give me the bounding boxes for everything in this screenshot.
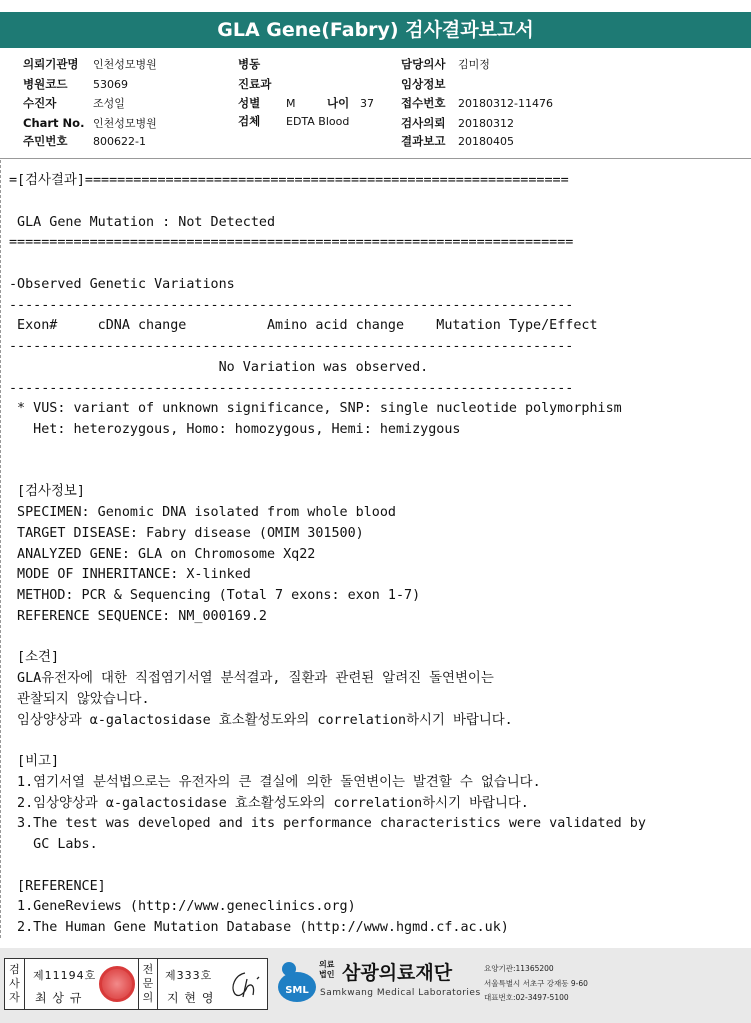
report-line: 3.The test was developed and its performance characteristics were validated by	[9, 816, 646, 832]
header-row-specimen	[238, 114, 349, 129]
logo-badge-text: SML	[285, 985, 309, 996]
org-prefix-line1: 의료	[319, 960, 335, 969]
report-line: GC Labs.	[9, 837, 98, 852]
report-line: ======================================================================	[9, 235, 574, 251]
vertical-label-char: 자	[9, 991, 20, 1004]
header-value: 김미정	[458, 58, 490, 71]
report-line: * VUS: variant of unknown significance, SNP: single nucleotide polymorphism	[9, 401, 622, 417]
header-label: Chart No.	[23, 116, 85, 130]
report-line	[9, 462, 744, 483]
header-label: 결과보고	[401, 134, 446, 148]
report-line	[9, 731, 744, 752]
header-value: 37	[360, 97, 374, 110]
org-name-en: Samkwang Medical Laboratories	[320, 988, 481, 998]
header-value: 20180312	[458, 117, 514, 130]
report-line: [REFERENCE]	[9, 878, 106, 894]
header-label: 나이	[327, 96, 350, 110]
report-line: 2.임상양상과 α-galactosidase 효소활성도와의 correlation하시기 바랍니다.	[9, 795, 529, 811]
header-value: 20180312-11476	[458, 97, 553, 110]
report-line: 1.GeneReviews (http://www.geneclinics.org)	[9, 899, 356, 915]
header-row-department	[238, 77, 286, 91]
report-line: ANALYZED GENE: GLA on Chromosome Xq22	[9, 546, 316, 562]
header-row-report-date	[401, 134, 514, 149]
header-divider	[0, 158, 751, 159]
header-label: 성별	[238, 96, 261, 110]
official-seal	[99, 966, 135, 1002]
report-header	[0, 52, 751, 152]
header-row-sex	[238, 96, 296, 111]
contact-line: 대표번호:02-3497-5100	[484, 993, 569, 1002]
contact-line: 요양기관:11365200	[484, 964, 554, 973]
report-line: ----------------------------------------------------------------------	[9, 297, 574, 313]
specialist-name: 지 현 영	[167, 991, 215, 1005]
header-label: 병동	[238, 57, 261, 71]
report-line: 임상양상과 α-galactosidase 효소활성도와의 correlation하시기 바랍니다.	[9, 712, 513, 728]
header-row-request-date	[401, 116, 514, 131]
handwritten-signature	[227, 969, 263, 999]
header-label: 임상정보	[401, 77, 446, 91]
report-line: 2.The Human Gene Mutation Database (http://www.hgmd.cf.ac.uk)	[9, 920, 509, 935]
report-body	[9, 171, 744, 939]
header-label: 검사의뢰	[401, 116, 446, 130]
body-left-border	[0, 160, 1, 938]
report-title: GLA Gene(Fabry) 검사결과보고서	[0, 12, 751, 48]
header-row-chart-no	[23, 116, 157, 131]
header-row-receipt-no	[401, 96, 553, 111]
report-line	[9, 254, 744, 275]
report-line: Het: heterozygous, Homo: homozygous, Hemi: hemizygous	[9, 422, 461, 437]
header-value: 인천성모병원	[93, 117, 157, 130]
report-line: [비고]	[9, 754, 60, 769]
org-prefix-line2: 법인	[319, 970, 335, 979]
vertical-label-char: 사	[9, 977, 20, 990]
header-value: 53069	[93, 78, 128, 91]
report-line: GLA Gene Mutation : Not Detected	[9, 214, 276, 230]
header-label: 병원코드	[23, 77, 68, 91]
specialist-license-no: 제333호	[165, 969, 213, 982]
header-label: 검체	[238, 114, 261, 128]
org-name: 삼광의료재단	[342, 962, 453, 984]
header-row-age	[327, 96, 374, 111]
report-line: ----------------------------------------------------------------------	[9, 339, 574, 354]
inspector-license-no: 제11194호	[33, 969, 97, 982]
org-prefix	[319, 960, 334, 980]
report-line: GLA유전자에 대한 직접염기서열 분석결과, 질환과 관련된 알려진 돌연변이는	[9, 671, 494, 686]
report-line: ----------------------------------------------------------------------	[9, 380, 574, 396]
report-line	[9, 628, 744, 649]
report-line: SPECIMEN: Genomic DNA isolated from whole blood	[9, 505, 396, 520]
header-value: EDTA Blood	[286, 115, 350, 128]
report-line: [소견]	[9, 650, 60, 666]
header-value: 인천성모병원	[93, 58, 157, 71]
header-label: 주민번호	[23, 134, 68, 148]
header-row-physician	[401, 57, 490, 72]
header-label: 담당의사	[401, 57, 446, 71]
report-line	[9, 192, 744, 213]
header-row-institution	[23, 57, 157, 72]
specialist-label	[138, 959, 158, 1009]
report-line: MODE OF INHERITANCE: X-linked	[9, 567, 251, 583]
report-line: REFERENCE SEQUENCE: NM_000169.2	[9, 608, 267, 624]
inspector-name: 최 상 규	[35, 991, 83, 1005]
report-line: No Variation was observed.	[9, 359, 429, 375]
header-label: 진료과	[238, 77, 272, 91]
header-row-patient	[23, 96, 125, 111]
report-line: 관찰되지 않았습니다.	[9, 691, 150, 707]
report-line: =[검사결과]============================================================	[9, 173, 569, 188]
vertical-label-char: 전	[142, 963, 154, 976]
header-row-ward	[238, 57, 286, 71]
inspector-label	[5, 959, 25, 1009]
contact-line: 서울특별시 서초구 강재동 9-60	[484, 979, 588, 988]
vertical-label-char: 문	[142, 977, 154, 990]
signature-box	[4, 958, 268, 1010]
report-line	[9, 856, 744, 877]
report-line: [검사정보]	[9, 484, 85, 500]
report-line	[9, 441, 744, 462]
header-value: 20180405	[458, 135, 514, 148]
header-value: M	[286, 97, 296, 110]
report-line: Exon# cDNA change Amino acid change Mutation Type/Effect	[9, 318, 598, 334]
report-line: TARGET DISEASE: Fabry disease (OMIM 301500)	[9, 525, 364, 541]
header-label: 접수번호	[401, 96, 446, 110]
report-line: METHOD: PCR & Sequencing (Total 7 exons: exon 1-7)	[9, 588, 421, 603]
header-label: 의뢰기관명	[23, 57, 79, 71]
header-value: 800622-1	[93, 135, 146, 148]
header-row-resident-no	[23, 134, 146, 149]
report-line: 1.염기서열 분석법으로는 유전자의 큰 결실에 의한 돌연변이는 발견할 수 없습니다.	[9, 774, 541, 790]
header-label: 수진자	[23, 96, 57, 110]
vertical-label-char: 의	[142, 991, 154, 1004]
report-footer	[0, 948, 751, 1023]
header-value: 조성일	[93, 97, 125, 110]
header-row-clinical-info	[401, 77, 458, 91]
sml-logo-icon	[271, 960, 317, 1004]
vertical-label-char: 검	[9, 963, 20, 976]
report-line: -Observed Genetic Variations	[9, 276, 235, 292]
header-row-hospital-code	[23, 77, 128, 92]
